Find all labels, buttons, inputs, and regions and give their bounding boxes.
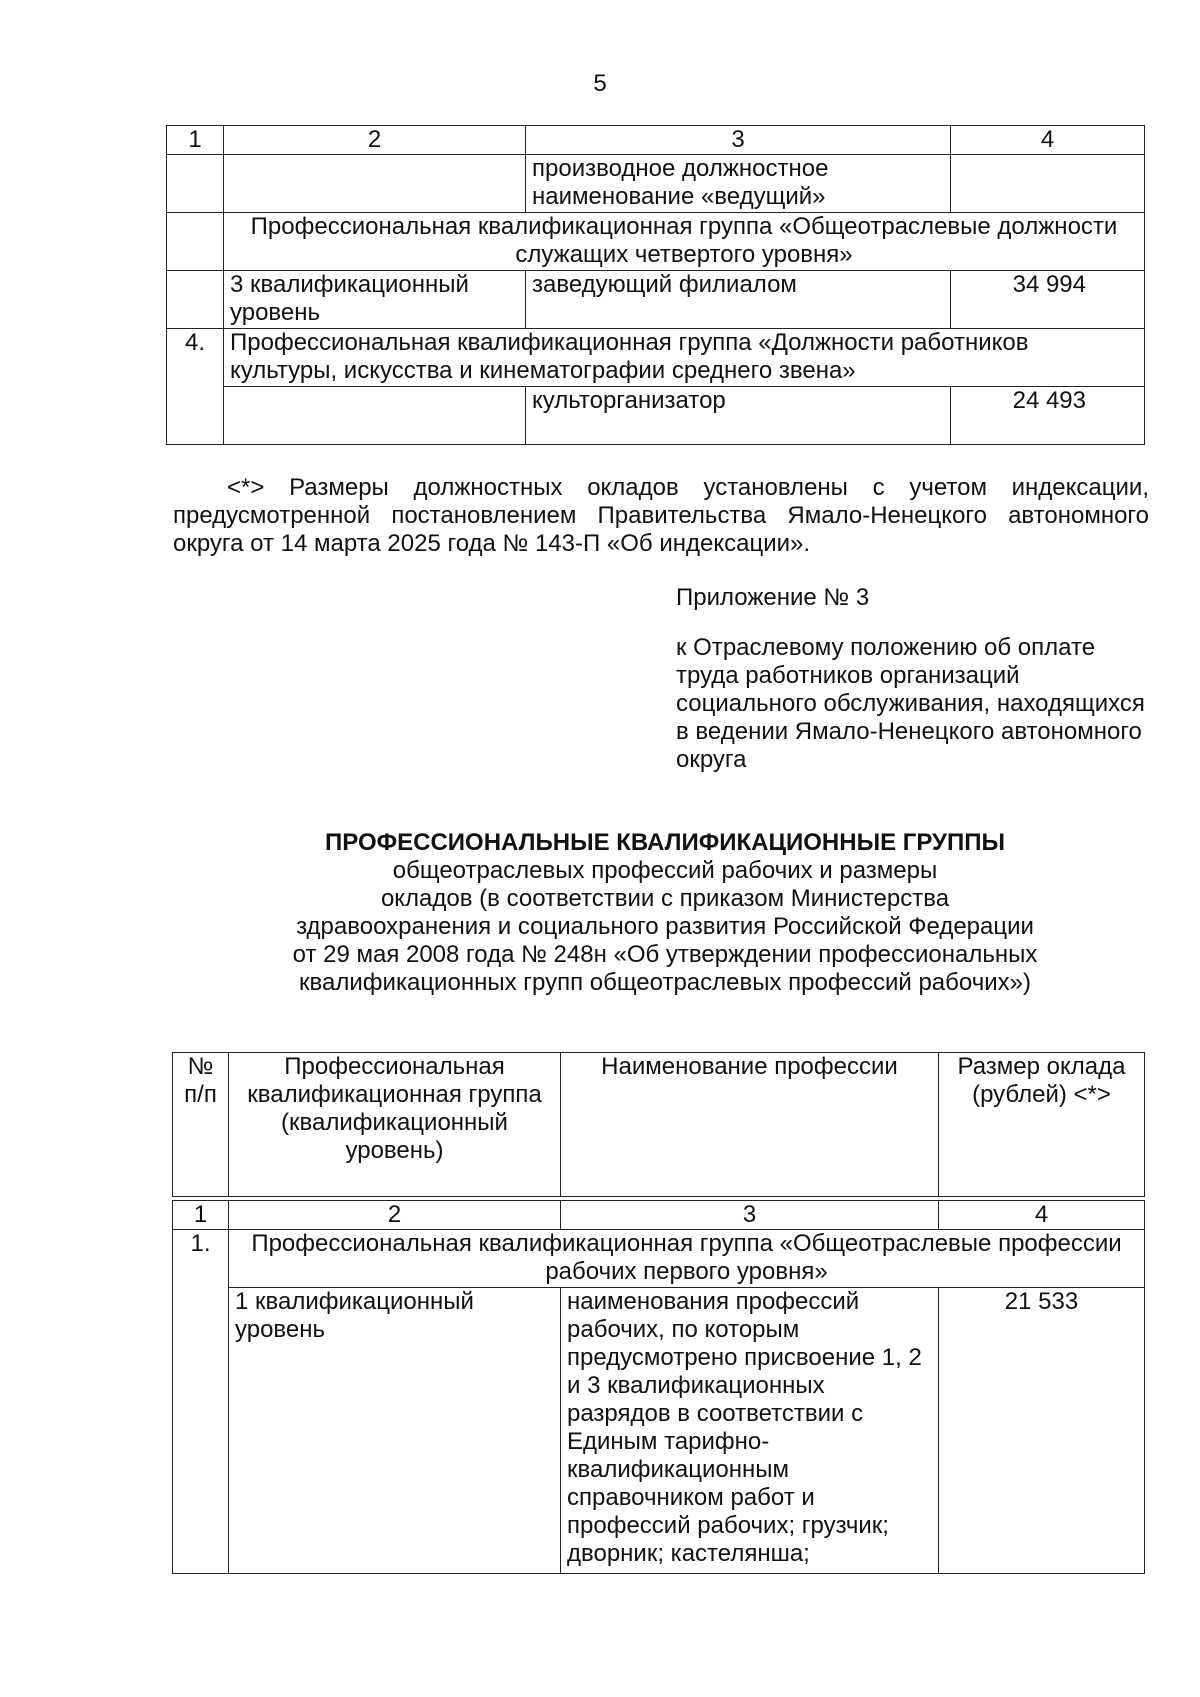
col-number-cell: 2: [229, 1201, 561, 1230]
appendix-number: Приложение № 3: [676, 584, 870, 611]
heading-line: квалификационных групп общеотраслевых профессий рабочих»): [299, 969, 1031, 996]
col-number-cell: 2: [224, 126, 526, 155]
num-cell: 1.: [173, 1230, 229, 1574]
table-row: [173, 1288, 1145, 1574]
group-title: Профессиональная квалификационная группа «Должности работников культуры, искусства и кинематографии среднего звена»: [224, 329, 1145, 387]
position-cell: заведующий филиалом: [526, 271, 951, 329]
group-row: [173, 1230, 1145, 1288]
salary-table-continued: [166, 125, 1145, 445]
table-row: [167, 387, 1145, 445]
salary-cell: [951, 155, 1145, 213]
level-cell: 3 квалификационный уровень: [224, 271, 526, 329]
salary-cell: 21 533: [939, 1288, 1145, 1574]
group-title: Профессиональная квалификационная группа «Общеотраслевые профессии рабочих первого уровня»: [229, 1230, 1145, 1288]
num-cell: [167, 155, 224, 213]
col-number-cell: 1: [173, 1201, 229, 1230]
salary-cell: 34 994: [951, 271, 1145, 329]
level-cell: [224, 387, 526, 445]
appendix-text: к Отраслевому положению об оплате труда работников организаций социального обслуживания, находящихся в ведении Ямало-Ненецкого автономного округа: [676, 634, 1145, 773]
position-cell: культорганизатор: [526, 387, 951, 445]
heading-line: окладов (в соответствии с приказом Министерства: [380, 885, 950, 912]
col-number-cell: 3: [561, 1201, 939, 1230]
heading-line: общеотраслевых профессий рабочих и размеры: [392, 857, 938, 884]
level-cell: [224, 155, 526, 213]
col-number-cell: 4: [951, 126, 1145, 155]
heading-line: здравоохранения и социального развития Российской Федерации: [296, 913, 1034, 940]
header-salary: Размер оклада (рублей) <*>: [939, 1053, 1145, 1197]
col-number-cell: 1: [167, 126, 224, 155]
appendix-block: [676, 584, 1156, 774]
column-numbers-row: [173, 1201, 1145, 1230]
heading-line: от 29 мая 2008 года № 248н «Об утверждении профессиональных: [292, 941, 1038, 968]
group-title: Профессиональная квалификационная группа «Общеотраслевые должности служащих четвертого уровня»: [224, 213, 1145, 271]
level-cell: 1 квалификационный уровень: [229, 1288, 561, 1574]
num-cell: [167, 271, 224, 329]
num-cell: [167, 213, 224, 271]
col-number-cell: 3: [526, 126, 951, 155]
profession-cell: наименования профессий рабочих, по которым предусмотрено присвоение 1, 2 и 3 квалификационных разрядов в соответствии с Единым тарифно-квалификационным справочником работ и профессий рабочих; грузчик; дворник; кастелянша;: [561, 1288, 939, 1574]
col-number-cell: 4: [939, 1201, 1145, 1230]
salary-cell: 24 493: [951, 387, 1145, 445]
workers-salary-table: [172, 1052, 1145, 1574]
table-row: [167, 271, 1145, 329]
group-row: [167, 329, 1145, 387]
header-profession: Наименование профессии: [561, 1053, 939, 1197]
column-numbers-row: [167, 126, 1145, 155]
group-row: [167, 213, 1145, 271]
footnote: <*> Размеры должностных окладов установлены с учетом индексации, предусмотренной постановлением Правительства Ямало-Ненецкого автономного округа от 14 марта 2025 года № 143-П «Об индексации».: [173, 474, 1149, 557]
header-num: № п/п: [173, 1053, 229, 1197]
page-number: 5: [593, 70, 607, 97]
position-cell: производное должностное наименование «ведущий»: [526, 155, 951, 213]
num-cell: 4.: [167, 329, 224, 445]
section-heading: [200, 829, 1130, 997]
table-row: [167, 155, 1145, 213]
header-row: [173, 1053, 1145, 1197]
header-group: Профессиональная квалификационная группа (квалификационный уровень): [229, 1053, 561, 1197]
heading-title: ПРОФЕССИОНАЛЬНЫЕ КВАЛИФИКАЦИОННЫЕ ГРУППЫ: [325, 829, 1005, 856]
